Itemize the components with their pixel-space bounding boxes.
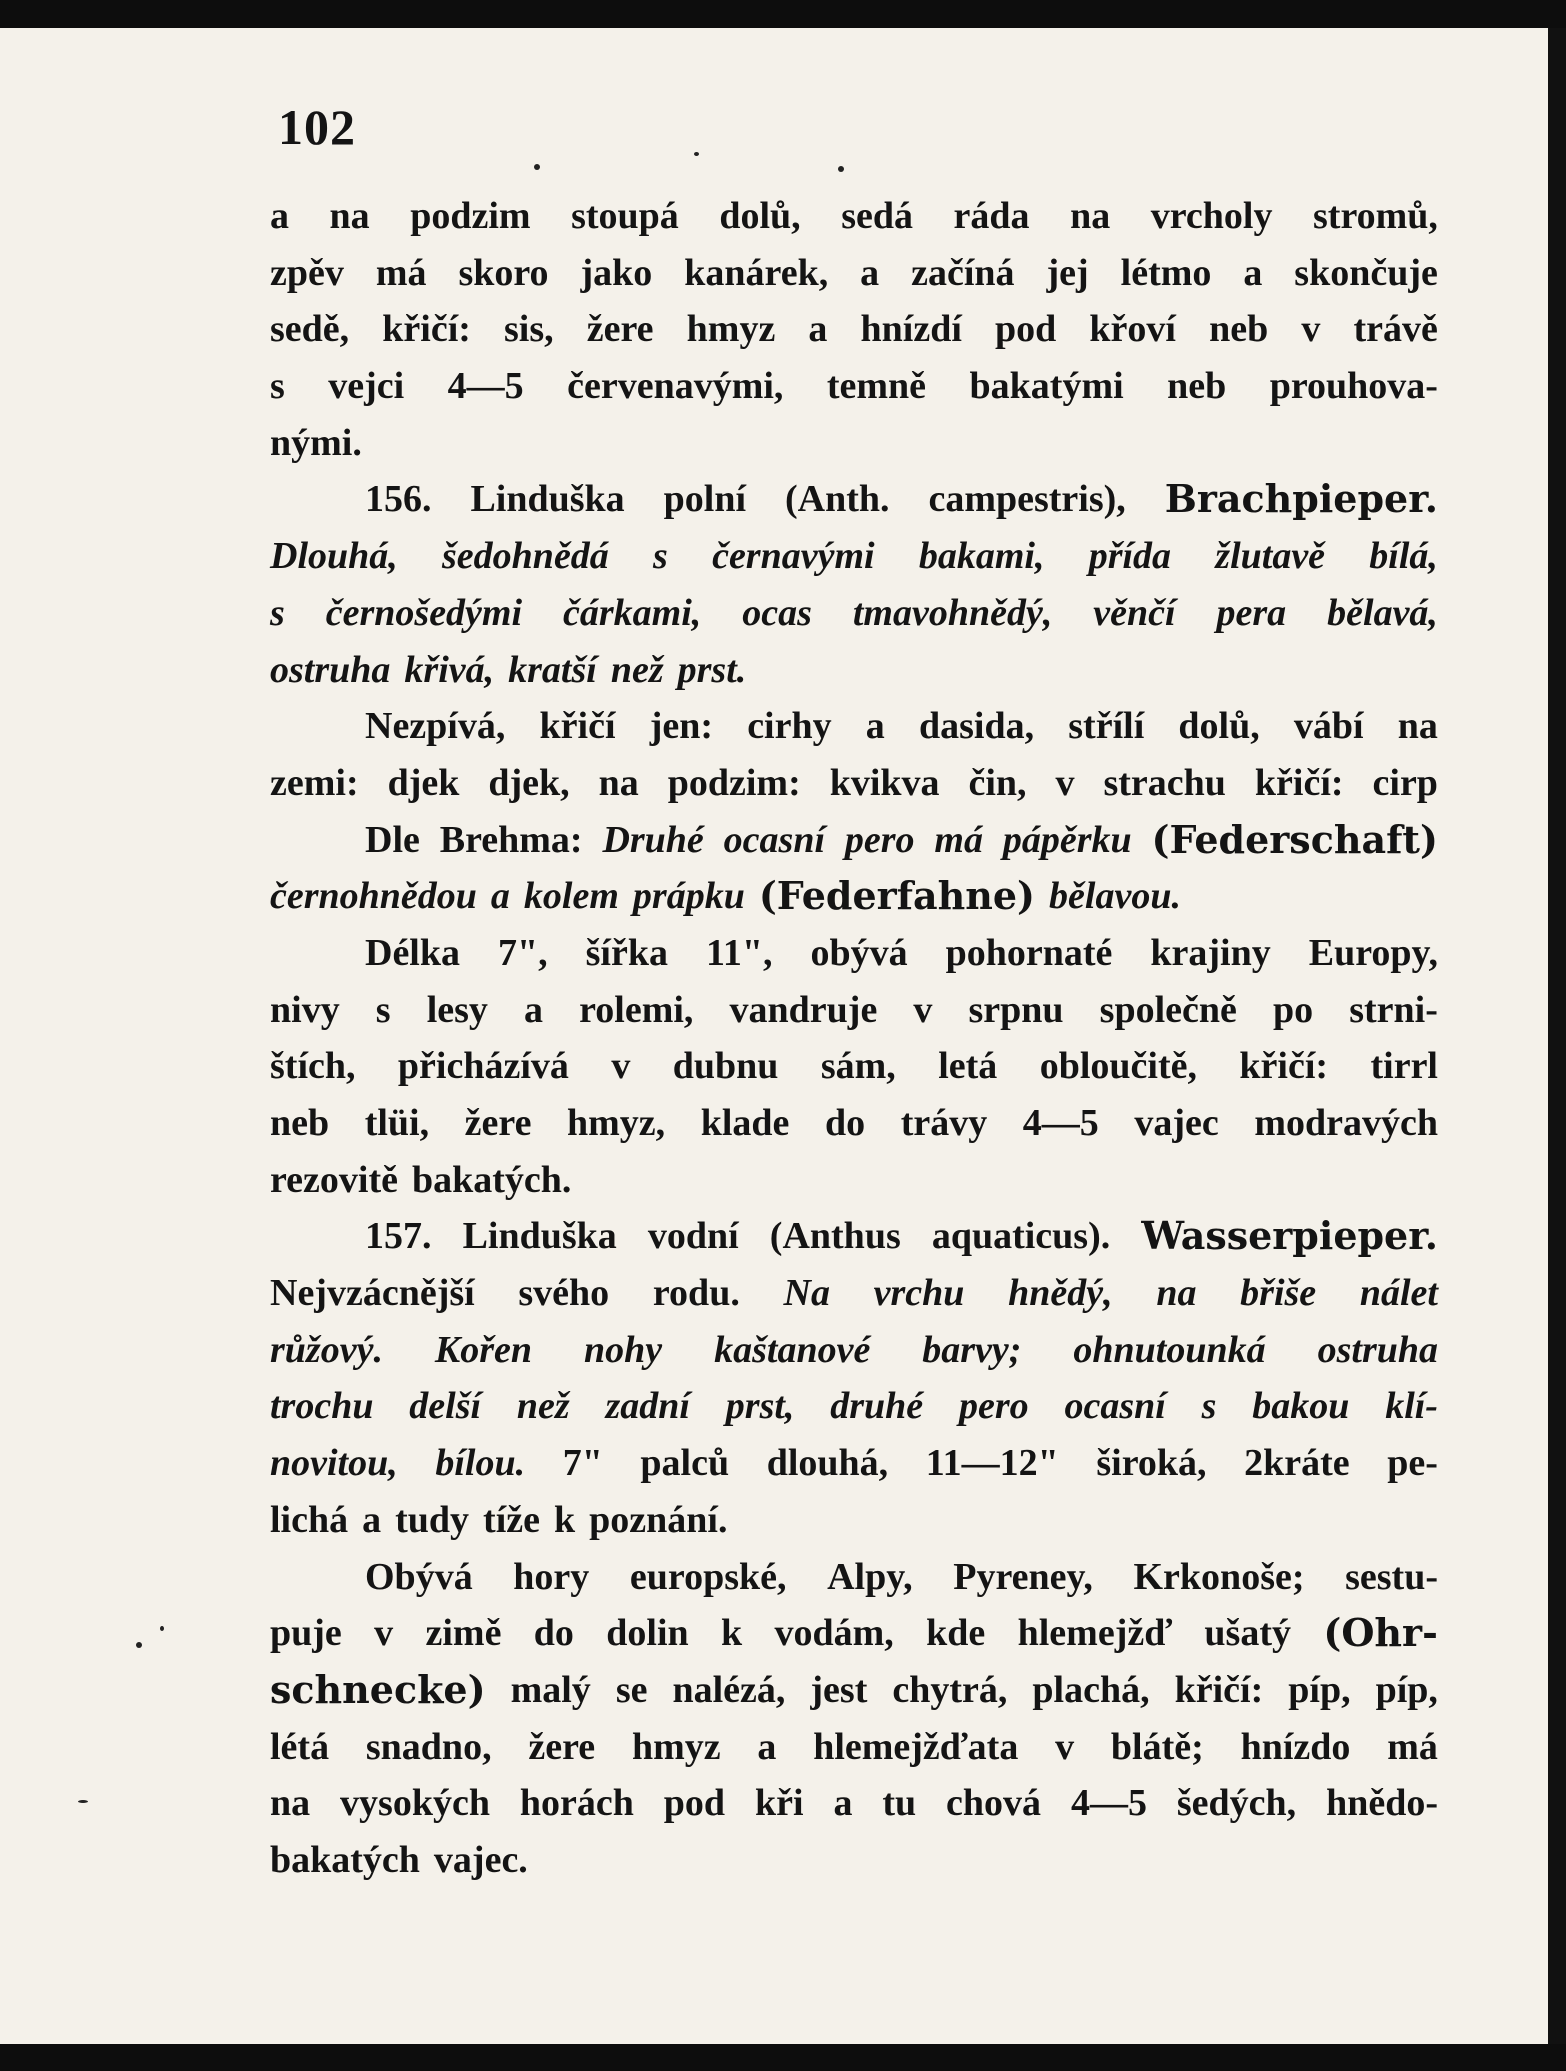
word: hlemejžďata (813, 1725, 1019, 1768)
word: nivy (270, 988, 340, 1031)
word: europské, (629, 1555, 787, 1598)
word: podzim: (667, 761, 801, 804)
text-line (270, 188, 1438, 245)
word: kratší (508, 648, 597, 691)
word: 11—12" (925, 1442, 1059, 1485)
word: sis, (504, 308, 554, 351)
word: 11", (705, 931, 773, 974)
word: vandruje (729, 988, 878, 1031)
ink-speck (694, 152, 699, 156)
word: s (270, 365, 285, 408)
word: křivá, (404, 648, 495, 691)
word: dubnu (672, 1045, 779, 1088)
word: bílou. (435, 1442, 526, 1485)
word: ocas (742, 591, 812, 634)
word: na (1397, 705, 1438, 748)
word: Pyreney, (953, 1555, 1093, 1598)
word: hnízdí (860, 308, 962, 351)
word: Alpy, (827, 1555, 913, 1598)
word: tirrl (1370, 1045, 1438, 1088)
word: kolem (523, 875, 619, 918)
word: 4—5 (1022, 1102, 1099, 1144)
word: Europy, (1308, 931, 1438, 974)
word: stoupá (571, 195, 679, 237)
word: křičí (539, 705, 616, 748)
word: temně (826, 365, 927, 408)
word: létmo (1120, 251, 1212, 294)
word: než (516, 1385, 570, 1428)
word: kanárek, (684, 251, 829, 294)
word: delší (409, 1385, 482, 1428)
word: stromů, (1313, 195, 1438, 237)
word: hnědo- (1326, 1782, 1438, 1825)
word: zpěv (270, 251, 344, 294)
word: poznání. (589, 1498, 728, 1541)
word: po (1272, 988, 1314, 1031)
word: do (825, 1102, 866, 1144)
word: ocasní (723, 818, 826, 861)
word: tu (882, 1782, 917, 1825)
word: Nejvzácnější (270, 1272, 475, 1315)
text-line (270, 868, 1438, 925)
word: a (1243, 251, 1263, 294)
word: palců (640, 1442, 730, 1485)
word: ocasní (1064, 1385, 1166, 1428)
word: čin, (968, 761, 1027, 804)
text-line (270, 925, 1438, 982)
word: (Anthus (769, 1215, 901, 1258)
word: tmavohnědý, (852, 591, 1053, 634)
text-line (270, 245, 1438, 302)
word: dasida, (918, 705, 1035, 748)
word: křoví (1089, 308, 1176, 351)
text-line (270, 1492, 1438, 1549)
word: malý (510, 1668, 591, 1711)
word: černohnědou (270, 875, 477, 918)
word: a (490, 875, 510, 918)
word: neb (270, 1102, 330, 1144)
word: a (808, 308, 828, 351)
word: neb (1167, 365, 1227, 408)
word: rezovitě (270, 1158, 398, 1201)
ink-speck (160, 1626, 164, 1631)
word: v (913, 988, 933, 1031)
word: jej (1046, 251, 1089, 294)
word: Wasserpieper. (1141, 1213, 1438, 1259)
word: nálet (1359, 1272, 1438, 1315)
word: žere (528, 1725, 596, 1768)
word: bakou (1252, 1385, 1350, 1428)
word: a (270, 195, 289, 237)
word: křičí: (1254, 761, 1344, 804)
text-line (270, 1605, 1438, 1662)
word: létá (270, 1725, 330, 1768)
word: Kořen (434, 1328, 533, 1371)
word: modravých (1254, 1102, 1438, 1144)
word: v (1055, 761, 1075, 804)
word: rodu. (652, 1272, 740, 1315)
word: s (653, 535, 668, 578)
text-line (270, 1265, 1438, 1322)
word: snadno, (365, 1725, 492, 1768)
word: pohornaté (945, 931, 1113, 974)
word: vodám, (774, 1612, 894, 1655)
word: blátě; (1110, 1725, 1204, 1768)
word: černavými (712, 535, 875, 578)
word: kaštanové (714, 1328, 871, 1371)
word: má (934, 818, 983, 861)
word: tlüi, (364, 1102, 430, 1144)
word: chová (946, 1782, 1042, 1825)
word: barvy; (922, 1328, 1022, 1371)
word: dolů, (1178, 705, 1260, 748)
word: červenavými, (567, 365, 784, 408)
word: bakatých. (412, 1158, 572, 1201)
word: prouhova- (1269, 365, 1438, 408)
ink-speck (534, 164, 540, 170)
word: podzim (410, 195, 531, 237)
text-line (270, 1832, 1438, 1889)
word: růžový. (270, 1328, 383, 1371)
word: a (757, 1725, 777, 1768)
word: vysokých (340, 1782, 490, 1825)
word: v (1055, 1725, 1075, 1768)
word: kvikva (829, 761, 940, 804)
text-line (270, 1435, 1438, 1492)
word: břiše (1240, 1272, 1317, 1315)
word: a (833, 1782, 853, 1825)
word: sedá (841, 195, 913, 237)
word: djek, (488, 761, 570, 804)
text-line (270, 585, 1438, 642)
word: dlouhá, (766, 1442, 889, 1485)
word: polní (663, 478, 747, 521)
word: prápku (632, 875, 745, 918)
word: šedých, (1176, 1782, 1297, 1825)
word: vajec. (433, 1838, 528, 1881)
page-number: 102 (278, 99, 356, 155)
word: hmyz (686, 308, 776, 351)
word: 156. (365, 478, 432, 521)
word: plachá, (1032, 1668, 1150, 1711)
word: Druhé (602, 818, 704, 861)
word: 4—5 (447, 365, 524, 408)
word: puje (270, 1612, 342, 1655)
word: křičí: (1174, 1668, 1264, 1711)
word: vrcholy (1150, 195, 1273, 237)
word: klade (700, 1102, 790, 1144)
text-line (270, 471, 1438, 528)
word: na (1070, 195, 1111, 237)
word: střílí (1068, 705, 1145, 748)
word: (Ohr- (1323, 1610, 1438, 1656)
word: Obývá (365, 1555, 473, 1598)
word: nohy (584, 1328, 663, 1371)
text-line (270, 1322, 1438, 1379)
word: pero (958, 1385, 1029, 1428)
word: druhé (830, 1385, 924, 1428)
word: lesy (426, 988, 488, 1031)
word: sestu- (1345, 1555, 1438, 1598)
ink-speck (838, 166, 844, 172)
word: obývá (810, 931, 908, 974)
text-line (270, 1719, 1438, 1776)
text-line (270, 698, 1438, 755)
word: k (721, 1612, 743, 1655)
word: a (362, 1498, 382, 1541)
word: společně (1099, 988, 1237, 1031)
word: strni- (1349, 988, 1438, 1031)
word: žlutavě (1215, 535, 1326, 578)
word: schnecke) (270, 1666, 486, 1712)
text-line (270, 1038, 1438, 1095)
word: trávy (900, 1102, 988, 1144)
word: hory (513, 1555, 590, 1598)
word: na (598, 761, 639, 804)
page-edge-shadow (1548, 28, 1566, 2044)
word: široká, (1096, 1442, 1207, 1485)
word: hnědý, (1008, 1272, 1113, 1315)
word: do (533, 1612, 574, 1655)
word: pápěrku (1002, 818, 1132, 861)
word: djek (387, 761, 460, 804)
ink-speck (78, 1800, 88, 1803)
word: srpnu (968, 988, 1064, 1031)
word: chytrá, (892, 1668, 1008, 1711)
word: píp, (1375, 1668, 1438, 1711)
text-line (270, 528, 1438, 585)
word: krajiny (1150, 931, 1271, 974)
word: dolin (606, 1612, 689, 1655)
word: věnčí (1093, 591, 1176, 634)
word: ráda (953, 195, 1030, 237)
word: křičí: (1239, 1045, 1329, 1088)
word: cirp (1372, 761, 1438, 804)
text-line (270, 1152, 1438, 1209)
word: skoro (458, 251, 549, 294)
word: campestris), (928, 478, 1126, 521)
word: k (554, 1498, 576, 1541)
word: tudy (395, 1498, 470, 1541)
word: na (329, 195, 370, 237)
text-line (270, 1662, 1438, 1719)
word: černošedými (325, 591, 523, 634)
word: (Federschaft) (1151, 816, 1438, 862)
word: přicházívá (397, 1045, 569, 1088)
word: Nezpívá, (365, 705, 506, 748)
word: vrchu (873, 1272, 965, 1315)
word: 2kráte (1244, 1442, 1350, 1485)
word: ušatý (1204, 1612, 1291, 1655)
word: ohnutounká (1073, 1328, 1266, 1371)
word: žere (586, 308, 654, 351)
text-line (270, 1095, 1438, 1152)
body-text (270, 188, 1438, 1889)
text-line (270, 1549, 1438, 1606)
word: trávě (1353, 308, 1438, 351)
word: sám, (820, 1045, 896, 1088)
word: Linduška (470, 478, 625, 521)
ink-speck (136, 1642, 142, 1648)
word: žere (464, 1102, 532, 1144)
word: ostruha (1317, 1328, 1438, 1371)
word: šířka (585, 931, 668, 974)
word: horách (519, 1782, 634, 1825)
word: bělavá, (1327, 591, 1438, 634)
word: bakatých (270, 1838, 420, 1881)
word: dolů, (719, 195, 801, 237)
word: s (375, 988, 391, 1031)
text-line (270, 642, 1438, 699)
word: s (270, 591, 285, 634)
word: hmyz (631, 1725, 721, 1768)
word: vajec (1134, 1102, 1219, 1144)
word: Brehma: (439, 818, 583, 861)
text-line (270, 812, 1438, 869)
word: vábí (1293, 705, 1364, 748)
word: obloučitě, (1039, 1045, 1197, 1088)
word: jen: (649, 705, 714, 748)
word: bakatými (969, 365, 1124, 408)
word: nými. (270, 421, 362, 464)
word: než (610, 648, 664, 691)
word: prst. (677, 648, 747, 691)
word: neb (1209, 308, 1269, 351)
word: štích, (270, 1045, 356, 1088)
word: vejci (328, 365, 405, 408)
word: klí- (1385, 1385, 1438, 1428)
word: strachu (1103, 761, 1226, 804)
word: Délka (365, 931, 460, 974)
word: pera (1216, 591, 1287, 634)
word: zimě (425, 1612, 502, 1655)
word: vodní (647, 1215, 739, 1258)
book-page (0, 28, 1548, 2044)
word: a (524, 988, 543, 1031)
word: má (375, 251, 427, 294)
word: a (865, 705, 885, 748)
word: šedohnědá (442, 535, 609, 578)
word: zemi: (270, 761, 359, 804)
word: v (611, 1045, 631, 1088)
word: letá (938, 1045, 998, 1088)
word: začíná (911, 251, 1015, 294)
word: lichá (270, 1498, 349, 1541)
word: rolemi, (579, 988, 694, 1031)
text-line (270, 1775, 1438, 1832)
word: novitou, (270, 1442, 398, 1485)
word: 157. (365, 1215, 432, 1258)
word: zadní (605, 1385, 690, 1428)
word: v (374, 1612, 394, 1655)
word: na (270, 1782, 311, 1825)
word: Krkonoše; (1133, 1555, 1305, 1598)
text-line (270, 1378, 1438, 1435)
word: s (1201, 1385, 1217, 1428)
word: (Anth. (784, 478, 890, 521)
word: kde (926, 1612, 986, 1655)
text-line (270, 1208, 1438, 1265)
word: bakami, (918, 535, 1045, 578)
word: tíže (483, 1498, 540, 1541)
word: (Federfahne) (758, 873, 1036, 919)
word: skončuje (1294, 251, 1438, 294)
word: hnízdo (1240, 1725, 1351, 1768)
text-line (270, 415, 1438, 472)
word: píp, (1288, 1668, 1351, 1711)
text-line (270, 358, 1438, 415)
word: aquaticus). (931, 1215, 1111, 1258)
word: přída (1088, 535, 1172, 578)
word: nalézá, (672, 1668, 786, 1711)
word: trochu (270, 1385, 374, 1428)
word: bělavou. (1049, 875, 1181, 918)
word: pod (995, 308, 1057, 351)
word: hmyz, (567, 1102, 666, 1144)
word: Na (783, 1272, 830, 1315)
word: kři (754, 1782, 804, 1825)
word: Dle (365, 818, 420, 861)
word: cirhy (747, 705, 832, 748)
word: pod (663, 1782, 726, 1825)
word: a (860, 251, 880, 294)
word: Linduška (462, 1215, 617, 1258)
word: pe- (1387, 1442, 1438, 1485)
word: čárkami, (563, 591, 702, 634)
word: se (615, 1668, 648, 1711)
text-line (270, 755, 1438, 812)
word: 7" (562, 1442, 603, 1485)
word: 4—5 (1070, 1782, 1147, 1825)
text-line (270, 982, 1438, 1039)
word: v (1301, 308, 1321, 351)
word: na (1156, 1272, 1197, 1315)
word: křičí: (382, 308, 471, 351)
word: jako (580, 251, 653, 294)
word: Brachpieper. (1164, 476, 1438, 522)
word: Dlouhá, (270, 535, 398, 578)
word: má (1387, 1725, 1438, 1768)
word: sedě, (270, 308, 350, 351)
word: jest (810, 1668, 868, 1711)
word: prst, (725, 1385, 795, 1428)
word: 7", (498, 931, 548, 974)
word: pero (844, 818, 915, 861)
word: ostruha (270, 648, 391, 691)
text-line (270, 301, 1438, 358)
word: bílá, (1369, 535, 1438, 578)
word: hlemejžď (1017, 1612, 1173, 1655)
word: svého (518, 1272, 610, 1315)
